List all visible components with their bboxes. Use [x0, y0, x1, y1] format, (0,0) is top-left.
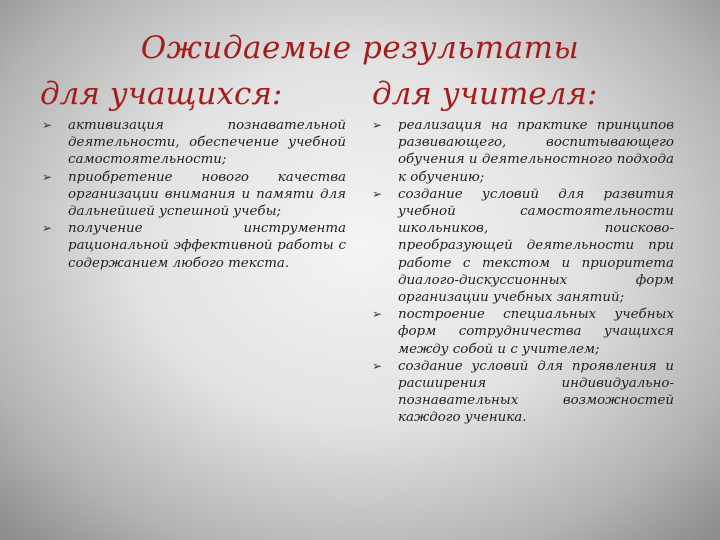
students-results-list	[42, 117, 346, 272]
list-item	[372, 306, 674, 358]
students-heading: для учащихся:	[40, 76, 283, 112]
slide-title: Ожидаемые результаты	[140, 30, 580, 66]
list-item	[372, 117, 674, 186]
list-item	[42, 169, 346, 221]
list-item-text: реализация на практике принципов развивающего, воспитывающего обучения и деятельностного подхода к обучению;	[398, 118, 674, 185]
list-item-text: активизация познавательной деятельности, обеспечение учебной самостоятельности;	[68, 118, 346, 168]
list-item	[372, 358, 674, 427]
list-item	[42, 220, 346, 272]
list-item	[42, 117, 346, 169]
list-item	[372, 186, 674, 306]
list-item-text: приобретение нового качества организации внимания и памяти для дальнейшей успешной учебы;	[68, 169, 346, 220]
teacher-results-list	[372, 117, 674, 427]
arrowhead-bullet-icon: ➢	[372, 307, 383, 322]
arrowhead-bullet-icon: ➢	[372, 358, 383, 373]
list-item-text: создание условий для развития учебной самостоятельности школьников, поисково-преобразующей деятельности при работе с текстом и приоритета диалого-дискуссионных форм организации учебных занятий;	[398, 186, 674, 306]
list-item-text: создание условий для проявления и расширения индивидуально-познавательных возможностей каждого ученика.	[398, 358, 674, 426]
list-item-text: построение специальных учебных форм сотрудничества учащихся между собой и с учителем;	[398, 307, 674, 357]
arrowhead-bullet-icon: ➢	[42, 221, 53, 236]
arrowhead-bullet-icon: ➢	[372, 118, 383, 132]
arrowhead-bullet-icon: ➢	[372, 186, 383, 201]
list-item-text: получение инструмента рациональной эффективной работы с содержанием любого текста.	[68, 221, 346, 271]
teacher-heading: для учителя:	[372, 76, 598, 112]
arrowhead-bullet-icon: ➢	[42, 118, 53, 132]
arrowhead-bullet-icon: ➢	[42, 169, 53, 184]
